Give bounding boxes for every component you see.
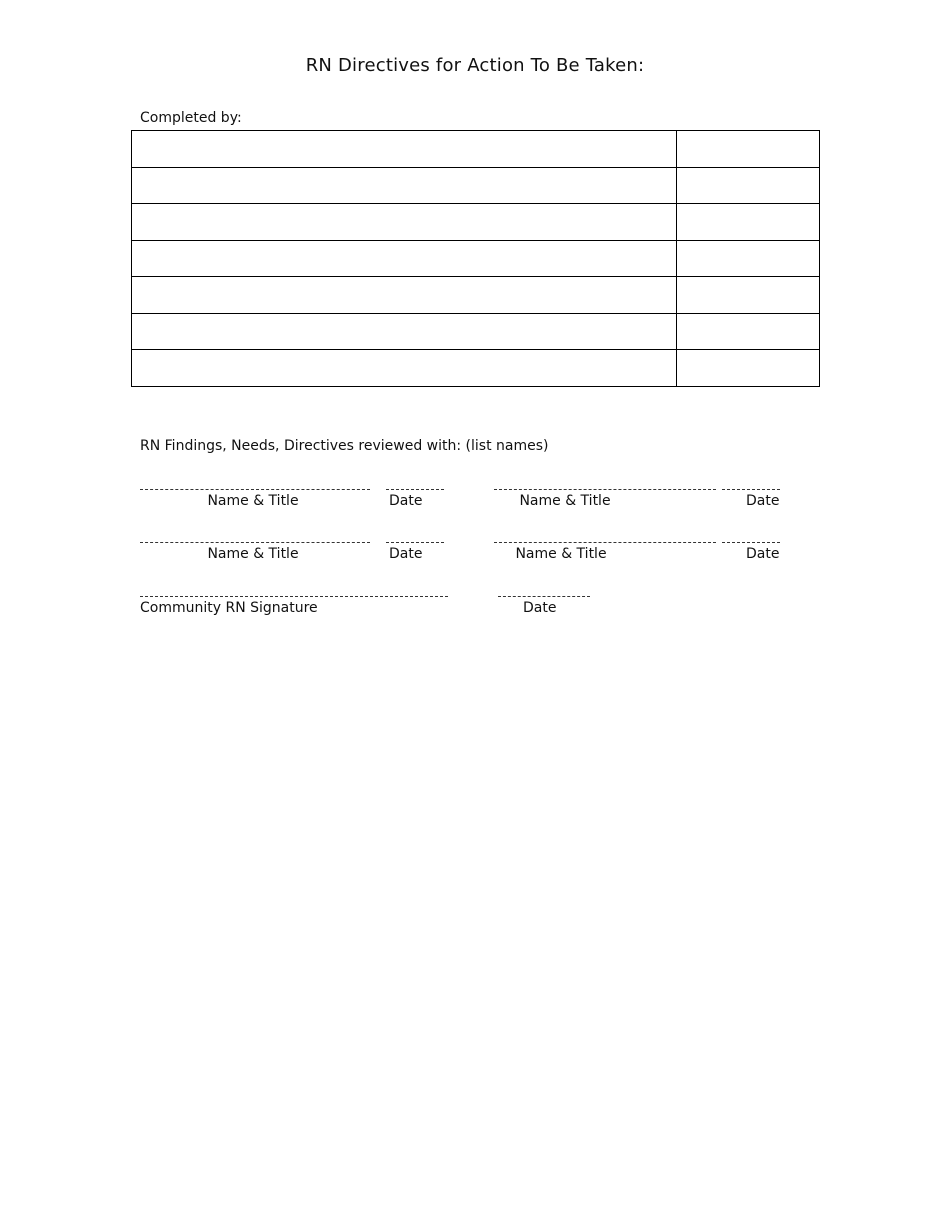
table-row — [132, 204, 820, 241]
date-caption: Date — [389, 493, 423, 509]
table-row — [132, 131, 820, 168]
side-cell[interactable] — [677, 313, 820, 350]
action-cell[interactable] — [132, 240, 677, 277]
reviewed-with-label: RN Findings, Needs, Directives reviewed with: (list names) — [140, 438, 549, 454]
directives-table — [131, 130, 820, 387]
name-title-line-3[interactable] — [140, 542, 370, 543]
table-row — [132, 313, 820, 350]
date-line-1[interactable] — [386, 489, 444, 490]
name-title-line-4[interactable] — [494, 542, 716, 543]
name-title-caption: Name & Title — [519, 493, 611, 509]
table-row — [132, 277, 820, 314]
name-title-caption: Name & Title — [515, 546, 607, 562]
completed-by-label: Completed by: — [140, 110, 242, 126]
rn-signature-date-line[interactable] — [498, 596, 590, 597]
rn-signature-date-caption: Date — [523, 600, 557, 616]
name-title-caption: Name & Title — [207, 493, 299, 509]
side-cell[interactable] — [677, 204, 820, 241]
side-cell[interactable] — [677, 350, 820, 387]
name-title-line-1[interactable] — [140, 489, 370, 490]
date-caption: Date — [746, 493, 780, 509]
page-title: RN Directives for Action To Be Taken: — [305, 55, 645, 76]
rn-signature-line[interactable] — [140, 596, 448, 597]
rn-signature-caption: Community RN Signature — [140, 600, 318, 616]
date-line-3[interactable] — [386, 542, 444, 543]
side-cell[interactable] — [677, 167, 820, 204]
table-row — [132, 240, 820, 277]
side-cell[interactable] — [677, 131, 820, 168]
table-row — [132, 167, 820, 204]
name-title-line-2[interactable] — [494, 489, 716, 490]
date-caption: Date — [389, 546, 423, 562]
action-cell[interactable] — [132, 131, 677, 168]
action-cell[interactable] — [132, 204, 677, 241]
table-row — [132, 350, 820, 387]
action-cell[interactable] — [132, 313, 677, 350]
action-cell[interactable] — [132, 350, 677, 387]
side-cell[interactable] — [677, 240, 820, 277]
action-cell[interactable] — [132, 277, 677, 314]
name-title-caption: Name & Title — [207, 546, 299, 562]
date-caption: Date — [746, 546, 780, 562]
date-line-2[interactable] — [722, 489, 780, 490]
date-line-4[interactable] — [722, 542, 780, 543]
side-cell[interactable] — [677, 277, 820, 314]
action-cell[interactable] — [132, 167, 677, 204]
